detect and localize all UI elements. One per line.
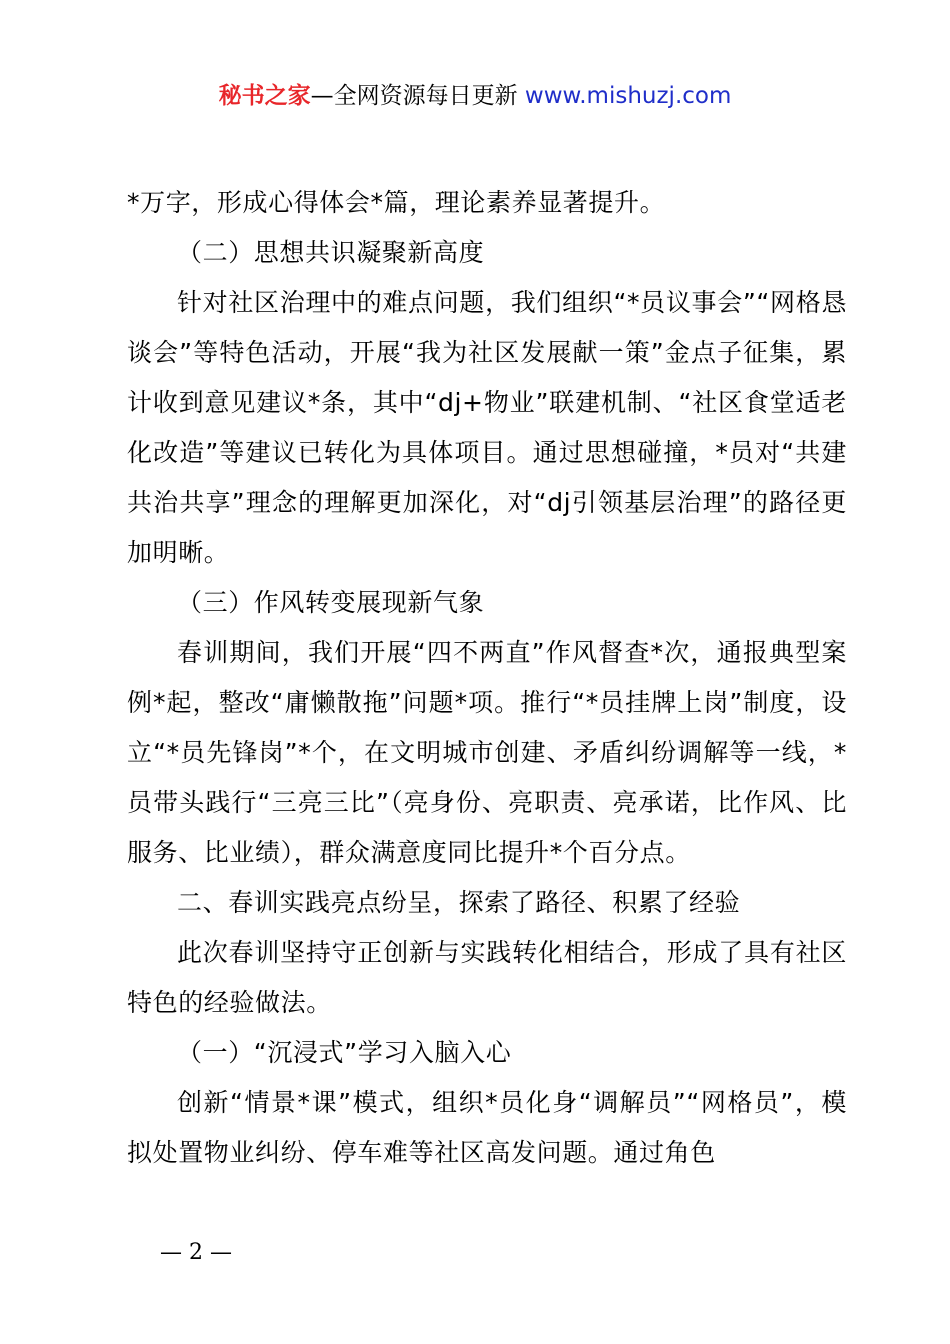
paragraph: 针对社区治理中的难点问题，我们组织“*员议事会”“网格恳谈会”等特色活动，开展“我为社区发展献一策”金点子征集，累计收到意见建议*条，其中“dj+物业”联建机制、“社区食堂适老化改造”等建议已转化为具体项目。通过思想碰撞，*员对“共建共治共享”理念的理解更加深化，对“dj引领基层治理”的路径更加明晰。 xyxy=(127,288,847,567)
paragraph: 创新“情景*课”模式，组织*员化身“调解员”“网格员”，模拟处置物业纠纷、停车难等社区高发问题。通过角色 xyxy=(127,1088,847,1167)
section-heading-3: （三）作风转变展现新气象 xyxy=(177,588,485,617)
site-url-link[interactable]: www.mishuzj.com xyxy=(524,83,732,109)
chapter-heading: 二、春训实践亮点纷呈，探索了路径、积累了经验 xyxy=(177,888,741,917)
site-header xyxy=(0,78,950,114)
document-body xyxy=(127,178,847,1178)
paragraph: 此次春训坚持守正创新与实践转化相结合，形成了具有社区特色的经验做法。 xyxy=(127,938,847,1017)
paragraph: 春训期间，我们开展“四不两直”作风督查*次，通报典型案例*起，整改“庸懒散拖”问题*项。推行“*员挂牌上岗”制度，设立“*员先锋岗”*个，在文明城市创建、矛盾纠纷调解等一线，*员带头践行“三亮三比”（亮身份、亮职责、亮承诺，比作风、比服务、比业绩），群众满意度同比提升*个百分点。 xyxy=(127,638,847,867)
paragraph-continuation: *万字，形成心得体会*篇，理论素养显著提升。 xyxy=(127,188,666,217)
section-heading-2: （二）思想共识凝聚新高度 xyxy=(177,238,485,267)
site-slogan: —全网资源每日更新 xyxy=(310,83,518,109)
section-heading-1: （一）“沉浸式”学习入脑入心 xyxy=(177,1038,512,1067)
site-brand: 秘书之家 xyxy=(218,83,311,109)
page-number: — 2 — xyxy=(160,1240,232,1265)
